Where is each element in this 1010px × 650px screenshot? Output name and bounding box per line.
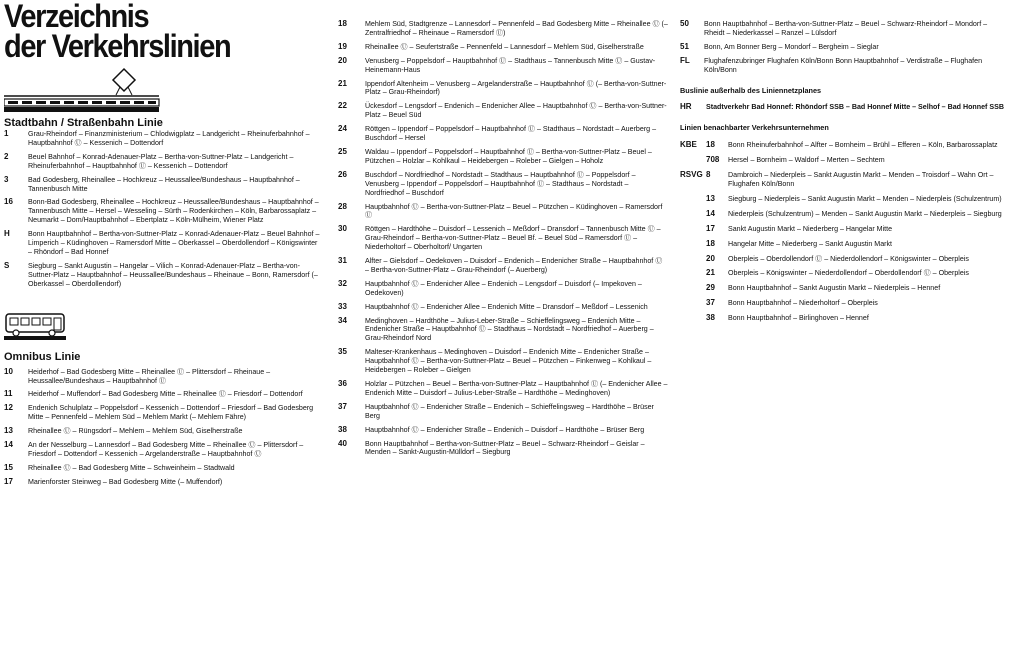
list-item bbox=[4, 404, 322, 422]
list-item bbox=[4, 368, 322, 386]
list-item bbox=[338, 257, 668, 275]
line-number: 13 bbox=[706, 193, 715, 203]
route-text: An der Nesselburg – Lannesdorf – Bad Godesberg Mitte – Rheinallee Ⓤ – Plittersdorf – Friesdorf – Dottendorf – Kessenich – Argelanderstraße – Hauptbahnhof Ⓤ bbox=[28, 441, 304, 458]
line-number: 3 bbox=[4, 174, 9, 184]
operator-label bbox=[680, 314, 706, 323]
list-item bbox=[338, 348, 668, 375]
route-text: Alfter – Gielsdorf – Oedekoven – Duisdorf – Endenich – Endenicher Straße – Hauptbahnhof Ⓤ – Bertha-von-Suttner-Platz – Grau-Rheindorf (– Auerberg) bbox=[365, 257, 663, 274]
route-text: Bonn Hauptbahnhof – Niederholtorf – Oberpleis bbox=[728, 299, 878, 308]
operator-label bbox=[680, 195, 706, 204]
route-text: Waldau – Ippendorf – Poppelsdorf – Hauptbahnhof Ⓤ – Bertha-von-Suttner-Platz – Beuel – Pützchen – Holzlar – Kohlkaul – Heidebergen – Roleber – Gielgen – Hoholz bbox=[365, 147, 652, 165]
list-item bbox=[338, 225, 668, 252]
route-text: Oberpleis – Oberdollendorf Ⓤ – Niederdollendorf – Königswinter – Oberpleis bbox=[728, 254, 969, 263]
list-item bbox=[338, 426, 668, 435]
line-number: 24 bbox=[338, 124, 347, 134]
list-item bbox=[338, 303, 668, 312]
column-2 bbox=[338, 20, 668, 462]
line-number: 15 bbox=[4, 462, 13, 472]
route-text: Bonn Hauptbahnhof – Bertha-von-Suttner-Platz – Beuel – Schwarz-Rheindorf – Mondorf – Rheidt – Niederkassel – Ranzel – Lülsdorf bbox=[704, 20, 988, 37]
route-text: Rheinallee Ⓤ – Seufertstraße – Pennenfeld – Lannesdorf – Mehlem Süd, Giselherstraße bbox=[365, 42, 644, 51]
list-item bbox=[680, 314, 1008, 323]
route-text: Hauptbahnhof Ⓤ – Bertha-von-Suttner-Platz – Beuel – Pützchen – Küdinghoven – Ramersdorf Ⓤ bbox=[365, 202, 663, 220]
line-number: 29 bbox=[706, 283, 715, 293]
title-line-1: Verzeichnis bbox=[4, 0, 149, 35]
list-item bbox=[680, 225, 1008, 234]
route-text: Endenich Schulplatz – Poppelsdorf – Kessenich – Dottendorf – Friesdorf – Bad Godesberg Mitte – Pennenfeld – Mehlem Süd – Mehlem Markt (– Mehlem Fähre) bbox=[28, 404, 314, 422]
route-text: Bonn-Bad Godesberg, Rheinallee – Hochkreuz – Heussallee/Bundeshaus – Hauptbahnhof – Tannenbusch Mitte – Hersel – Wesseling – Sürth – Rodenkirchen – Köln, Barbarossaplatz – Neumarkt – Dom/Hauptbahnhof – Ebertplatz – Köln-Mülheim, Wiener Platz bbox=[28, 198, 319, 225]
outside-network-heading: Buslinie außerhalb des Liniennetzplanes bbox=[680, 85, 822, 95]
operator-label bbox=[680, 240, 706, 249]
line-number: 37 bbox=[706, 298, 715, 308]
line-number: 37 bbox=[338, 401, 347, 411]
list-item bbox=[338, 440, 668, 458]
route-text: Siegburg – Sankt Augustin – Hangelar – Vilich – Konrad-Adenauer-Platz – Bertha-von-Suttner-Platz – Hauptbahnhof – Heussallee/Bundeshaus – Rheinaue – Bonn, Ramersdorf (– Oberkassel – Oberdollendorf) bbox=[28, 261, 318, 288]
route-text: Rheinallee Ⓤ – Bad Godesberg Mitte – Schweinheim – Stadtwald bbox=[28, 463, 235, 472]
neighbor-operators-heading: Linien benachbarter Verkehrsunternehmen bbox=[680, 123, 829, 133]
operator-label bbox=[680, 225, 706, 234]
line-number: S bbox=[4, 260, 10, 270]
list-item bbox=[680, 195, 1008, 204]
route-text: Mehlem Süd, Stadtgrenze – Lannesdorf – Pennenfeld – Bad Godesberg Mitte – Rheinallee Ⓤ (– Zentralfriedhof – Rheinaue – Ramersdorf Ⓤ) bbox=[365, 20, 668, 37]
line-number: H bbox=[4, 229, 10, 239]
route-text: Holzlar – Pützchen – Beuel – Bertha-von-Suttner-Platz – Hauptbahnhof Ⓤ (– Endenicher Allee – Endenich Mitte – Duisdorf – Julius-Leber-Straße – Hardthöhe – Medinghoven) bbox=[365, 380, 668, 397]
list-item bbox=[338, 102, 668, 120]
list-item bbox=[4, 478, 322, 487]
bus-section-title: Omnibus Linie bbox=[4, 350, 81, 363]
operator-label: KBE bbox=[680, 140, 697, 150]
route-text: Heiderhof – Muffendorf – Bad Godesberg Mitte – Rheinallee Ⓤ – Friesdorf – Dottendorf bbox=[28, 390, 303, 399]
route-text: Bonn Hauptbahnhof – Birlinghoven – Hennef bbox=[728, 314, 869, 323]
line-number: 13 bbox=[4, 426, 13, 436]
line-number: 12 bbox=[4, 403, 13, 413]
line-number: 17 bbox=[4, 476, 13, 486]
line-number: 11 bbox=[4, 389, 13, 399]
route-text: Bonn Hauptbahnhof – Sankt Augustin Markt – Niederpleis – Hennef bbox=[728, 284, 941, 293]
route-text: Buschdorf – Nordfriedhof – Nordstadt – Stadthaus – Hauptbahnhof Ⓤ – Poppelsdorf – Venusberg – Ippendorf – Poppelsdorf – Hauptbahnhof Ⓤ – Stadthaus – Nordstadt – Nordfriedhof – Buschdorf bbox=[365, 170, 636, 197]
list-item bbox=[4, 390, 322, 399]
line-number: 35 bbox=[338, 347, 347, 357]
list-item bbox=[338, 125, 668, 143]
line-number: 38 bbox=[338, 424, 347, 434]
line-number: 20 bbox=[338, 55, 347, 65]
route-text: Sankt Augustin Markt – Niederberg – Hangelar Mitte bbox=[728, 224, 893, 233]
line-number: 14 bbox=[4, 440, 13, 450]
route-text: Hauptbahnhof Ⓤ – Endenicher Allee – Endenich Mitte – Dransdorf – Meßdorf – Lessenich bbox=[365, 302, 648, 311]
list-item bbox=[680, 240, 1008, 249]
line-number: 2 bbox=[4, 151, 9, 161]
line-number: 18 bbox=[706, 238, 715, 248]
line-number: 32 bbox=[338, 278, 347, 288]
route-text: Rheinallee Ⓤ – Rüngsdorf – Mehlem – Mehlem Süd, Giselherstraße bbox=[28, 427, 243, 436]
line-number: 51 bbox=[680, 41, 689, 51]
list-item bbox=[4, 230, 322, 257]
operator-label bbox=[680, 210, 706, 219]
route-text: Hauptbahnhof Ⓤ – Endenicher Allee – Endenich – Lengsdorf – Duisdorf (– Impekoven – Oedekoven) bbox=[365, 279, 642, 297]
line-number: 34 bbox=[338, 315, 347, 325]
line-number: 40 bbox=[338, 438, 347, 448]
list-item bbox=[680, 20, 1008, 38]
line-number: 20 bbox=[706, 253, 715, 263]
route-text: Hangelar Mitte – Niederberg – Sankt Augustin Markt bbox=[728, 239, 893, 248]
route-text: Malteser-Krankenhaus – Medinghoven – Duisdorf – Endenich Mitte – Endenicher Straße – Hauptbahnhof Ⓤ – Bertha-von-Suttner-Platz – Beuel – Pützchen – Finkenweg – Kohlkaul – Heidebergen – Roleber – Gielgen bbox=[365, 348, 652, 375]
list-item bbox=[680, 43, 1008, 52]
list-item bbox=[680, 255, 1008, 264]
route-text: Ückesdorf – Lengsdorf – Endenich – Endenicher Allee – Hauptbahnhof Ⓤ – Bertha-von-Suttner-Platz – Beuel Süd bbox=[365, 102, 667, 120]
neighbor-line-list bbox=[680, 141, 1008, 323]
route-text: Bonn Rheinuferbahnhof – Alfter – Bornheim – Brühl – Efferen – Köln, Barbarossaplatz bbox=[728, 141, 998, 150]
route-text: Röttgen – Ippendorf – Poppelsdorf – Hauptbahnhof Ⓤ – Stadthaus – Nordstadt – Auerberg – Buschdorf – Hersel bbox=[365, 125, 657, 143]
operator-label bbox=[680, 156, 706, 165]
line-number: FL bbox=[680, 55, 690, 65]
line-number: 21 bbox=[338, 78, 347, 88]
route-text: Bonn, Am Bonner Berg – Mondorf – Bergheim – Sieglar bbox=[704, 42, 879, 51]
route-text: Ippendorf Altenheim – Venusberg – Argelanderstraße – Hauptbahnhof Ⓤ (– Bertha-von-Suttner-Platz – Grau-Rheindorf) bbox=[365, 79, 667, 97]
list-item bbox=[338, 20, 668, 38]
bus-line-list bbox=[4, 368, 322, 487]
bus-line-list-2 bbox=[338, 20, 668, 457]
operator-label: HR bbox=[680, 102, 692, 112]
line-number: 18 bbox=[706, 140, 715, 150]
route-text: Beuel Bahnhof – Konrad-Adenauer-Platz – Bertha-von-Suttner-Platz – Landgericht – Rheinuferbahnhof – Hauptbahnhof Ⓤ – Kessenich – Dottendorf bbox=[28, 152, 294, 170]
route-text: Dambroich – Niederpleis – Sankt Augustin Markt – Menden – Troisdorf – Wahn Ort – Flughafen Köln/Bonn bbox=[728, 171, 994, 188]
tram-section-title: Stadtbahn / Straßenbahn Linie bbox=[4, 117, 163, 129]
line-number: 33 bbox=[338, 301, 347, 311]
line-number: 22 bbox=[338, 101, 347, 111]
list-item bbox=[338, 171, 668, 198]
title-line-2: der Verkehrslinien bbox=[4, 28, 231, 65]
list-item bbox=[338, 43, 668, 52]
list-item bbox=[4, 427, 322, 436]
operator-label bbox=[680, 299, 706, 308]
route-text: Stadtverkehr Bad Honnef: Rhöndorf SSB – Bad Honnef Mitte – Selhof – Bad Honnef SSB bbox=[706, 103, 1004, 112]
bus-icon bbox=[4, 311, 68, 341]
list-item bbox=[338, 203, 668, 221]
operator-label bbox=[680, 269, 706, 278]
line-number: 21 bbox=[706, 268, 715, 278]
list-item bbox=[680, 299, 1008, 308]
route-text: Hersel – Bornheim – Waldorf – Merten – Sechtem bbox=[728, 156, 885, 165]
list-item bbox=[4, 130, 322, 148]
route-text: Medinghoven – Hardthöhe – Julius-Leber-Straße – Schieffelingsweg – Endenich Mitte – Endenicher Straße – Hauptbahnhof Ⓤ – Stadthaus – Nordstadt – Nordfriedhof – Auerberg – Grau-Rheindorf Nord bbox=[365, 316, 654, 343]
bus-line-list-3 bbox=[680, 20, 1008, 75]
tram-line-list bbox=[4, 130, 322, 289]
route-text: Heiderhof – Bad Godesberg Mitte – Rheinallee Ⓤ – Plittersdorf – Rheinaue – Heussallee/Bundeshaus – Hauptbahnhof Ⓤ bbox=[28, 367, 271, 385]
line-number: 1 bbox=[4, 129, 9, 138]
column-1 bbox=[4, 0, 322, 492]
list-item bbox=[680, 57, 1008, 75]
line-number: 25 bbox=[338, 146, 347, 156]
list-item bbox=[338, 57, 668, 75]
list-item bbox=[338, 317, 668, 344]
list-item bbox=[338, 403, 668, 421]
route-text: Bonn Hauptbahnhof – Bertha-von-Suttner-Platz – Konrad-Adenauer-Platz – Beuel Bahnhof – Limperich – Küdinghoven – Ramersdorf Mitte – Oberkassel – Oberdollendorf – Königswinter – Rhöndorf – Bad Honnef bbox=[28, 230, 320, 256]
list-item bbox=[4, 198, 322, 225]
route-text: Röttgen – Hardthöhe – Duisdorf – Lessenich – Meßdorf – Dransdorf – Tannenbusch Mitte Ⓤ – Grau-Rheindorf – Bertha-von-Suttner-Platz – Beuel Bf. – Beuel Süd – Ramersdorf Ⓤ – Niederholtorf – Oberholtorf/ Ungarten bbox=[365, 225, 661, 252]
line-number: 10 bbox=[4, 366, 13, 376]
route-text: Grau-Rheindorf – Finanzministerium – Chlodwigplatz – Landgericht – Rheinuferbahnhof – Hauptbahnhof Ⓤ – Kessenich – Dottendorf bbox=[28, 130, 310, 147]
line-number: 8 bbox=[706, 170, 711, 180]
line-number: 16 bbox=[4, 197, 13, 207]
list-item bbox=[338, 80, 668, 98]
operator-label bbox=[680, 255, 706, 264]
route-text: Hauptbahnhof Ⓤ – Endenicher Straße – Endenich – Duisdorf – Hardthöhe – Brüser Berg bbox=[365, 425, 645, 434]
line-number: 31 bbox=[338, 256, 347, 266]
list-item bbox=[680, 284, 1008, 293]
list-item bbox=[680, 269, 1008, 278]
route-text: Bonn Hauptbahnhof – Bertha-von-Suttner-Platz – Beuel – Schwarz-Rheindorf – Geislar – Menden – Sankt-Augustin-Mülldorf – Siegburg bbox=[365, 439, 645, 457]
list-item bbox=[4, 153, 322, 171]
line-number: 18 bbox=[338, 19, 347, 28]
line-number: 19 bbox=[338, 41, 347, 51]
line-number: 36 bbox=[338, 379, 347, 388]
line-number: 708 bbox=[706, 155, 720, 165]
route-text: Bad Godesberg, Rheinallee – Hochkreuz – Heussallee/Bundeshaus – Hauptbahnhof – Tannenbusch Mitte bbox=[28, 175, 300, 193]
list-item bbox=[680, 171, 1008, 189]
route-text: Siegburg – Niederpleis – Sankt Augustin Markt – Menden – Niederpleis (Schulzentrum) bbox=[728, 194, 1002, 203]
list-item bbox=[680, 156, 1008, 165]
line-number: 38 bbox=[706, 313, 715, 323]
list-item bbox=[4, 464, 322, 473]
column-3 bbox=[680, 20, 1008, 329]
route-text: Flughafenzubringer Flughafen Köln/Bonn Bonn Hauptbahnhof – Verdistraße – Flughafen Köln/Bonn bbox=[704, 56, 983, 74]
operator-label: RSVG bbox=[680, 170, 703, 180]
list-item bbox=[4, 441, 322, 459]
line-number: 14 bbox=[706, 208, 715, 218]
route-text: Venusberg – Poppelsdorf – Hauptbahnhof Ⓤ – Stadthaus – Tannenbusch Mitte Ⓤ – Gustav-Heinemann-Haus bbox=[365, 56, 656, 74]
list-item bbox=[680, 141, 1008, 150]
list-item bbox=[680, 210, 1008, 219]
line-number: 28 bbox=[338, 201, 347, 211]
line-number: 30 bbox=[338, 224, 347, 234]
line-number: 17 bbox=[706, 223, 715, 233]
page-title bbox=[4, 1, 322, 67]
tram-icon bbox=[4, 67, 164, 115]
list-item bbox=[338, 380, 668, 398]
line-number: 26 bbox=[338, 169, 347, 179]
line-number: 50 bbox=[680, 19, 689, 28]
list-item bbox=[4, 262, 322, 289]
list-item bbox=[4, 176, 322, 194]
route-text: Marienforster Steinweg – Bad Godesberg Mitte (– Muffendorf) bbox=[28, 477, 223, 486]
route-text: Niederpleis (Schulzentrum) – Menden – Sankt Augustin Markt – Niederpleis – Siegburg bbox=[728, 209, 1002, 218]
list-item bbox=[680, 103, 1008, 112]
list-item bbox=[338, 148, 668, 166]
operator-label bbox=[680, 284, 706, 293]
route-text: Oberpleis – Königswinter – Niederdollendorf – Oberdollendorf Ⓤ – Oberpleis bbox=[728, 269, 969, 278]
route-text: Hauptbahnhof Ⓤ – Endenicher Straße – Endenich – Schieffelingsweg – Hardthöhe – Brüser Berg bbox=[365, 402, 654, 420]
list-item bbox=[338, 280, 668, 298]
